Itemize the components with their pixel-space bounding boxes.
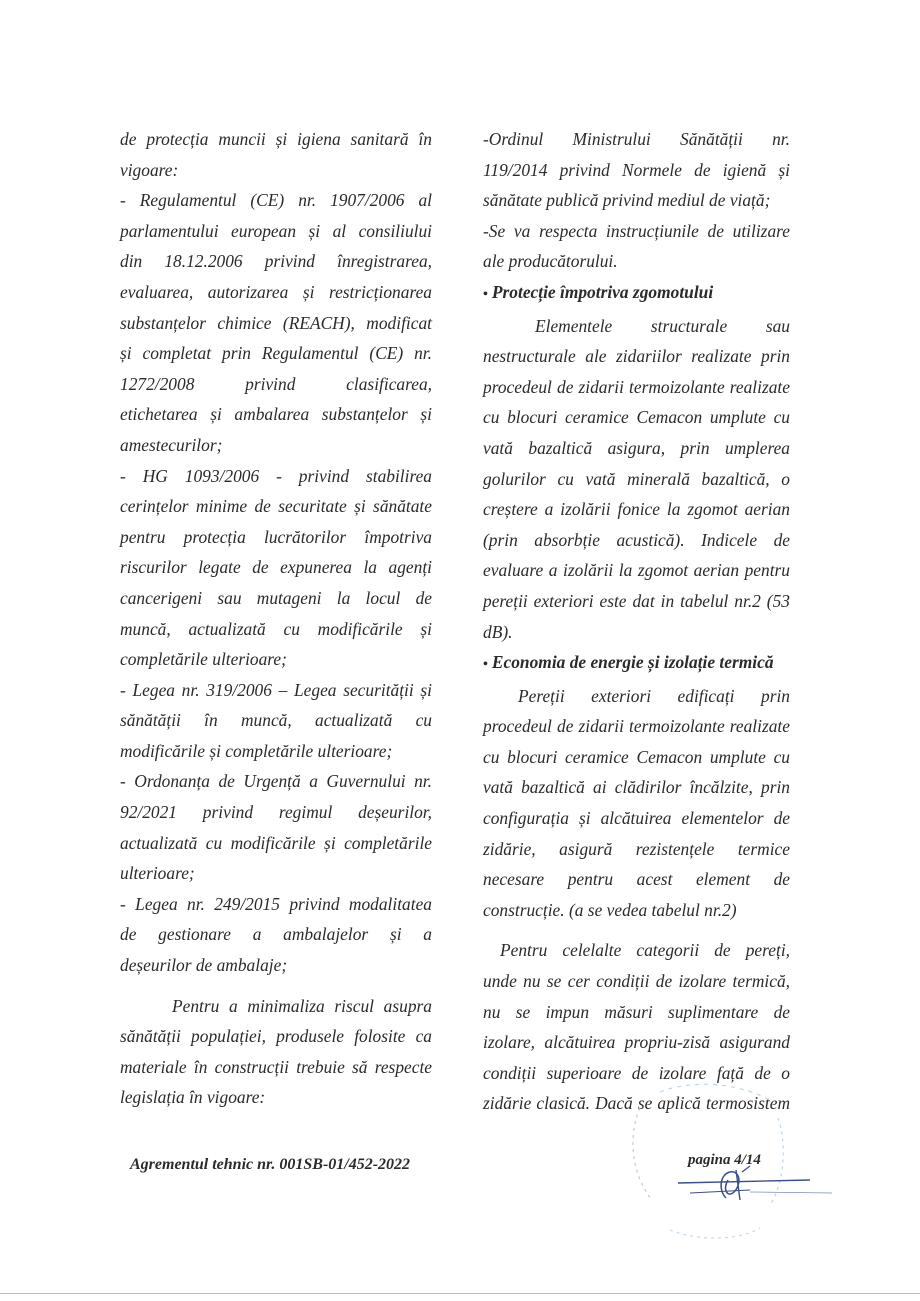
text-line: legislația în vigoare: <box>120 1087 266 1108</box>
text-line: procedeul de zidarii termoizolante realizate <box>483 376 790 397</box>
text-line: nestructurale ale zidariilor realizate prin <box>483 346 790 367</box>
text-line: configurația și alcătuirea elementelor de <box>483 808 790 829</box>
heading-text: Economia de energie și izolație termică <box>491 652 774 673</box>
text-line: cancerigeni sau mutageni la locul de <box>120 587 432 608</box>
text-line: amestecurilor; <box>120 434 223 455</box>
text-line: de protecția muncii și igiena sanitară în <box>120 129 432 149</box>
agrement-number: Agrementul tehnic nr. 001SB-01/452-2022 <box>130 1156 411 1173</box>
text-line: muncă, actualizată cu modificările și <box>120 618 432 639</box>
bullet-icon: • <box>483 657 488 673</box>
text-line: din 18.12.2006 privind înregistrarea, <box>120 251 432 272</box>
text-line: evaluare a izolării la zgomot aerian pentru <box>483 560 790 581</box>
text-line: pereții exteriori este dat in tabelul nr.2 (53 <box>483 590 790 611</box>
text-line: sănătății în muncă, actualizată cu <box>120 710 432 731</box>
section-heading <box>483 277 790 311</box>
text-line: (prin absorbție acustică). Indicele de <box>483 529 790 550</box>
text-line: substanțelor chimice (REACH), modificat <box>120 312 432 333</box>
text-line: - Legea nr. 319/2006 – Legea securității și <box>120 679 432 700</box>
text-line: unde nu se cer condiții de izolare termică, <box>483 971 790 992</box>
text-line: zidărie clasică. Dacă se aplică termosistem <box>483 1093 790 1114</box>
text-line: creștere a izolării fonice la zgomot aerian <box>483 499 790 520</box>
text-line: Pentru a minimaliza riscul asupra <box>172 995 432 1016</box>
text-line: pentru protecția lucrătorilor împotriva <box>120 526 432 547</box>
text-line: vată bazaltică ai clădirilor încălzite, prin <box>483 777 790 798</box>
page-number: pagina 4/14 <box>688 1152 761 1168</box>
text-line: dB). <box>483 621 513 642</box>
text-line: vată bazaltică asigura, prin umplerea <box>483 437 790 458</box>
heading-text: Protecție împotriva zgomotului <box>491 281 714 302</box>
text-line: etichetarea și ambalarea substanțelor și <box>120 404 432 425</box>
text-line: condiții superioare de izolare față de o <box>483 1062 790 1083</box>
text-line: - Regulamentul (CE) nr. 1907/2006 al <box>120 190 432 211</box>
text-line: 92/2021 privind regimul deșeurilor, <box>120 802 432 823</box>
text-line: 1272/2008 privind clasificarea, <box>120 373 432 394</box>
text-line: procedeul de zidarii termoizolante realizate <box>483 716 790 737</box>
text-line: riscurilor legate de expunerea la agenți <box>120 557 432 578</box>
text-line: - Ordonanța de Urgență a Guvernului nr. <box>120 771 432 792</box>
text-line: necesare pentru acest element de <box>483 869 790 890</box>
text-line: construcție. (a se vedea tabelul nr.2) <box>483 899 737 920</box>
text-line: Pereții exteriori edificați prin <box>518 685 790 706</box>
text-line: ulterioare; <box>120 863 195 884</box>
text-line: sănătate publică privind mediul de viață; <box>483 190 771 211</box>
text-line: evaluarea, autorizarea și restricționarea <box>120 281 432 302</box>
text-line: parlamentului european și al consiliului <box>120 220 432 241</box>
text-line: izolare, alcătuirea propriu-zisă asigurand <box>483 1032 790 1053</box>
right-column <box>483 124 790 1119</box>
text-line: modificările și completările ulterioare; <box>120 740 393 761</box>
text-line: sănătății populației, produsele folosite ca <box>120 1026 432 1047</box>
bullet-icon: • <box>483 286 488 302</box>
text-line: -Se va respecta instrucțiunile de utilizare <box>483 220 790 241</box>
section-heading <box>483 647 790 681</box>
text-line: și completat prin Regulamentul (CE) nr. <box>120 343 432 364</box>
bottom-divider <box>0 1293 920 1294</box>
text-line: Elementele structurale sau <box>535 315 790 336</box>
text-line: actualizată cu modificările și completările <box>120 832 432 853</box>
text-line: completările ulterioare; <box>120 649 287 670</box>
text-line: - HG 1093/2006 - privind stabilirea <box>120 465 432 486</box>
text-line: - Legea nr. 249/2015 privind modalitatea <box>120 893 432 914</box>
text-line: -Ordinul Ministrului Sănătății nr. <box>483 129 790 149</box>
text-line: cu blocuri ceramice Cemacon umplute cu <box>483 407 790 428</box>
text-line: Pentru celelalte categorii de pereți, <box>500 940 790 961</box>
text-line: 119/2014 privind Normele de igienă și <box>483 159 790 180</box>
left-column <box>120 124 432 1113</box>
text-line: de gestionare a ambalajelor și a <box>120 924 432 945</box>
text-line: materiale în construcții trebuie să respecte <box>120 1056 432 1077</box>
text-line: cu blocuri ceramice Cemacon umplute cu <box>483 746 790 767</box>
text-line: vigoare: <box>120 159 179 180</box>
text-line: cerințelor minime de securitate și sănătate <box>120 496 432 517</box>
text-line: nu se impun măsuri suplimentare de <box>483 1001 790 1022</box>
text-line: zidărie, asigură rezistențele termice <box>483 838 790 859</box>
text-line: deșeurilor de ambalaje; <box>120 955 288 976</box>
text-line: ale producătorului. <box>483 251 618 272</box>
text-line: golurilor cu vată minerală bazaltică, o <box>483 468 790 489</box>
